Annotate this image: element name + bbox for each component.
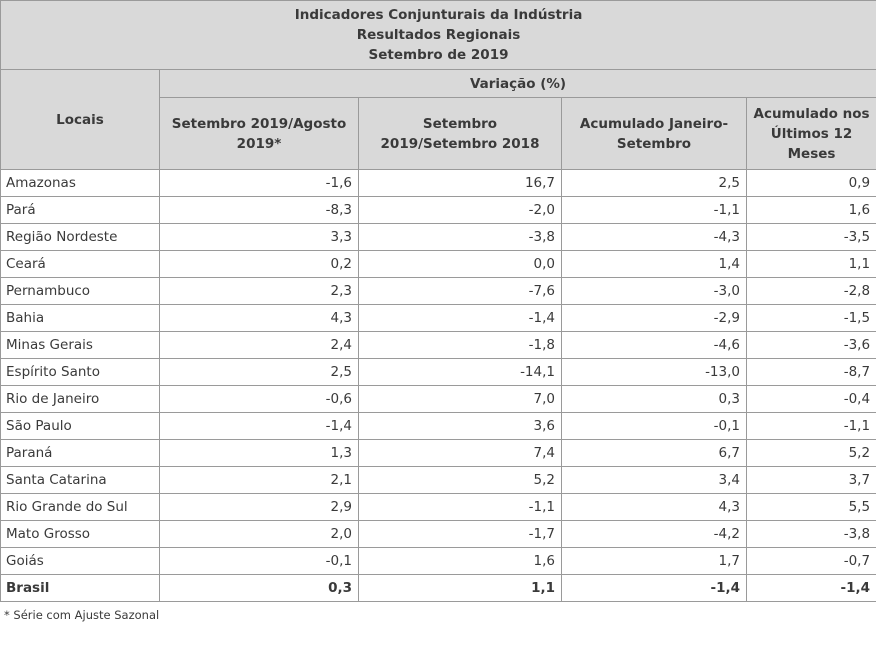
row-value-2: 7,0 [359, 386, 562, 413]
row-value-1: 2,1 [160, 467, 359, 494]
title-line-2: Resultados Regionais [356, 27, 521, 43]
footnote: * Série com Ajuste Sazonal [4, 608, 160, 622]
row-value-4: -2,8 [747, 278, 876, 305]
header-row-variacao [1, 70, 876, 98]
table-row [1, 224, 876, 251]
row-value-2: 0,0 [359, 251, 562, 278]
row-value-1: -1,4 [160, 413, 359, 440]
row-value-2: 5,2 [359, 467, 562, 494]
row-value-4: -3,5 [747, 224, 876, 251]
row-value-4: 5,5 [747, 494, 876, 521]
row-local: São Paulo [1, 413, 160, 440]
row-value-4: 0,9 [747, 170, 876, 197]
total-value-2: 1,1 [359, 575, 562, 602]
total-value-1: 0,3 [160, 575, 359, 602]
row-local: Santa Catarina [1, 467, 160, 494]
table-row [1, 521, 876, 548]
row-value-3: 4,3 [562, 494, 747, 521]
row-value-2: -7,6 [359, 278, 562, 305]
row-value-1: -0,6 [160, 386, 359, 413]
row-value-3: -4,2 [562, 521, 747, 548]
row-local: Pernambuco [1, 278, 160, 305]
row-local: Pará [1, 197, 160, 224]
header-col-1: Setembro 2019/Agosto 2019* [160, 98, 359, 170]
row-local: Região Nordeste [1, 224, 160, 251]
row-value-4: -3,8 [747, 521, 876, 548]
row-value-4: -1,1 [747, 413, 876, 440]
row-value-1: 2,0 [160, 521, 359, 548]
row-value-4: -1,5 [747, 305, 876, 332]
table-row [1, 305, 876, 332]
row-value-4: -0,4 [747, 386, 876, 413]
title-line-3: Setembro de 2019 [368, 47, 509, 63]
row-value-3: 2,5 [562, 170, 747, 197]
row-local: Amazonas [1, 170, 160, 197]
row-local: Bahia [1, 305, 160, 332]
row-value-2: -1,4 [359, 305, 562, 332]
row-value-4: -3,6 [747, 332, 876, 359]
title-row [1, 1, 876, 70]
table-row [1, 278, 876, 305]
row-value-1: 4,3 [160, 305, 359, 332]
row-value-2: -1,7 [359, 521, 562, 548]
row-value-1: 2,4 [160, 332, 359, 359]
row-value-3: 1,7 [562, 548, 747, 575]
row-local: Minas Gerais [1, 332, 160, 359]
table-row [1, 548, 876, 575]
row-value-1: 1,3 [160, 440, 359, 467]
row-value-1: 3,3 [160, 224, 359, 251]
row-value-3: 1,4 [562, 251, 747, 278]
row-value-1: -8,3 [160, 197, 359, 224]
total-row [1, 575, 876, 602]
table-row [1, 359, 876, 386]
table-row [1, 332, 876, 359]
row-value-3: -4,3 [562, 224, 747, 251]
row-value-2: 7,4 [359, 440, 562, 467]
table-row [1, 494, 876, 521]
row-local: Mato Grosso [1, 521, 160, 548]
row-value-4: 1,6 [747, 197, 876, 224]
row-value-1: -0,1 [160, 548, 359, 575]
row-value-3: 3,4 [562, 467, 747, 494]
row-value-2: -2,0 [359, 197, 562, 224]
row-value-3: -4,6 [562, 332, 747, 359]
table-body [1, 170, 876, 575]
row-value-3: 6,7 [562, 440, 747, 467]
row-value-3: -2,9 [562, 305, 747, 332]
header-col-4: Acumulado nos Últimos 12 Meses [747, 98, 876, 170]
row-value-3: -1,1 [562, 197, 747, 224]
header-col-3: Acumulado Janeiro-Setembro [562, 98, 747, 170]
row-value-2: -3,8 [359, 224, 562, 251]
header-variacao: Variação (%) [160, 70, 876, 98]
table-row [1, 413, 876, 440]
total-value-3: -1,4 [562, 575, 747, 602]
row-value-1: 0,2 [160, 251, 359, 278]
row-value-3: -13,0 [562, 359, 747, 386]
row-local: Rio de Janeiro [1, 386, 160, 413]
row-local: Espírito Santo [1, 359, 160, 386]
table-title [1, 1, 876, 70]
row-value-1: 2,5 [160, 359, 359, 386]
row-value-4: -8,7 [747, 359, 876, 386]
table-row [1, 440, 876, 467]
total-value-4: -1,4 [747, 575, 876, 602]
header-col-2: Setembro 2019/Setembro 2018 [359, 98, 562, 170]
row-value-1: -1,6 [160, 170, 359, 197]
total-local: Brasil [1, 575, 160, 602]
row-value-2: -14,1 [359, 359, 562, 386]
row-local: Paraná [1, 440, 160, 467]
row-value-2: 16,7 [359, 170, 562, 197]
row-value-1: 2,3 [160, 278, 359, 305]
row-value-2: 1,6 [359, 548, 562, 575]
row-value-4: 1,1 [747, 251, 876, 278]
row-local: Rio Grande do Sul [1, 494, 160, 521]
row-value-4: -0,7 [747, 548, 876, 575]
title-line-1: Indicadores Conjunturais da Indústria [294, 7, 583, 23]
row-value-4: 3,7 [747, 467, 876, 494]
row-local: Ceará [1, 251, 160, 278]
header-locais: Locais [1, 70, 160, 170]
table-row [1, 467, 876, 494]
row-value-1: 2,9 [160, 494, 359, 521]
table-row [1, 170, 876, 197]
table-row [1, 197, 876, 224]
table-row [1, 386, 876, 413]
row-value-2: 3,6 [359, 413, 562, 440]
row-value-3: 0,3 [562, 386, 747, 413]
row-value-3: -0,1 [562, 413, 747, 440]
row-value-2: -1,8 [359, 332, 562, 359]
row-value-4: 5,2 [747, 440, 876, 467]
row-value-3: -3,0 [562, 278, 747, 305]
table-row [1, 251, 876, 278]
row-value-2: -1,1 [359, 494, 562, 521]
row-local: Goiás [1, 548, 160, 575]
